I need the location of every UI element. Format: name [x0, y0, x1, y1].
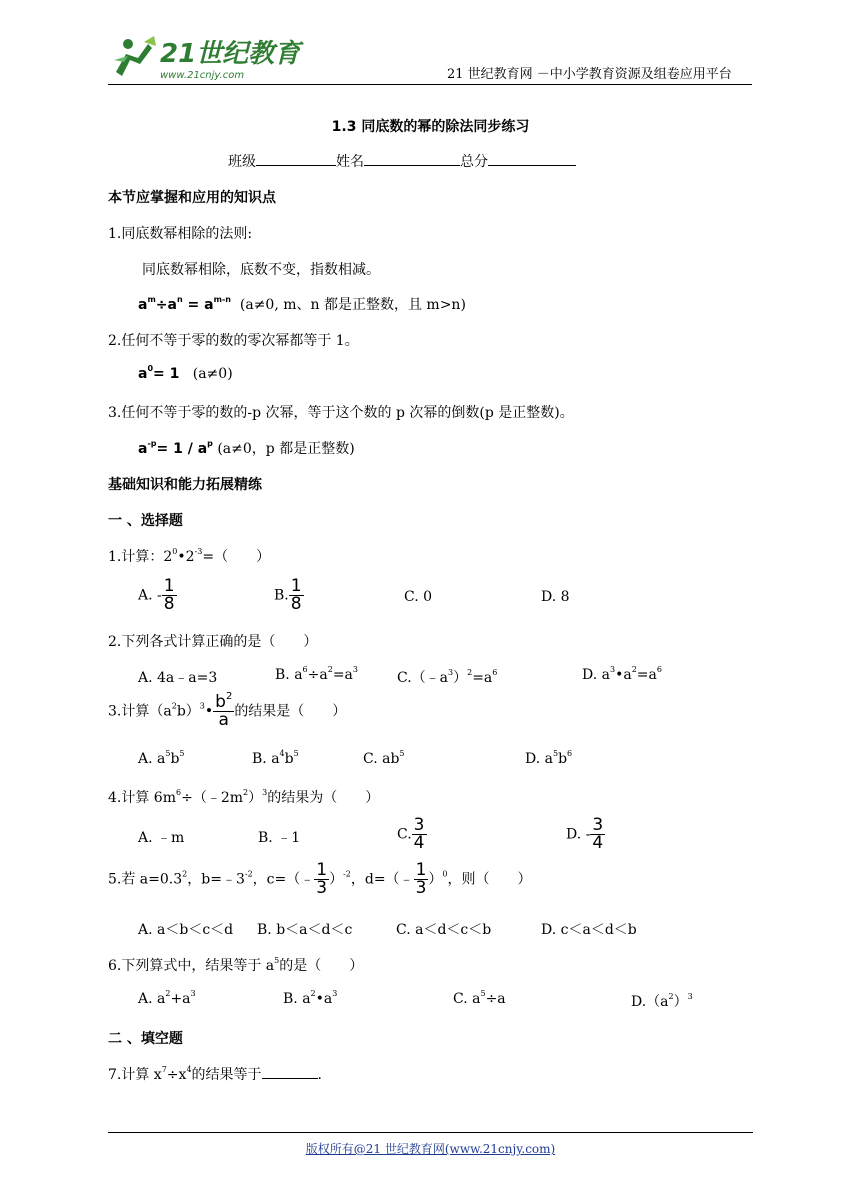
question-7-pre: 7.计算 x: [108, 1067, 162, 1083]
question-3: 3.计算$(a^2b)^3•$ $\frac{b^2}{a}$ 的结果是（ ）: [108, 691, 347, 730]
q5-option-c: C. a＜d＜c＜b: [396, 922, 492, 938]
q3-option-b: B. $a^4b^5$: [252, 749, 299, 767]
q1-option-c: C. 0: [404, 589, 433, 605]
question-1: 1.计算：$2^0•2^{-3}=$（ ）: [108, 547, 271, 565]
q1-option-d: D. 8: [541, 589, 570, 605]
class-blank: [256, 151, 336, 166]
answer-blank[interactable]: [262, 1064, 318, 1079]
knowledge-2-cond: (a≠0): [192, 366, 233, 382]
question-6-post: 的是（ ）: [279, 958, 364, 974]
knowledge-1-cond: (a≠0, m、n 都是正整数，且 m>n): [239, 297, 466, 313]
knowledge-2: 2.任何不等于零的数的零次幂都等于 1。: [108, 333, 359, 349]
footer-divider: [108, 1132, 753, 1133]
q6-option-c: C. $a^5\div a$: [453, 989, 506, 1007]
q6-option-a: A. $a^2+a^3$: [138, 989, 196, 1007]
question-5: 5.若 $a=0.3^2$，$b=﹣3^{-2}$，c=（﹣ $\frac{1}{3}$ ）$^{-2}$，d=（﹣ $\frac{1}{3}$ ）$^0$，则（ ）: [108, 860, 532, 898]
q5-option-a: A. a＜b＜c＜d: [138, 922, 234, 938]
site-title: 21 世纪教育网 －中小学教育资源及组卷应用平台: [447, 67, 732, 82]
page-title: 1.3 同底数的幂的除法同步练习: [331, 119, 530, 135]
question-7: 7.计算 $x^7\div x^4$的结果等于 .: [108, 1065, 322, 1083]
info-line: [228, 151, 576, 171]
question-2: 2.下列各式计算正确的是（ ）: [108, 634, 318, 650]
score-label: 总分: [460, 154, 488, 170]
knowledge-1-formula: $a^m\div a^n = a^{m-n}$ (a≠0, m、n 都是正整数，且 m>n): [138, 295, 466, 313]
class-label: 班级: [228, 154, 256, 170]
footer-copyright-link[interactable]: 版权所有@21 世纪教育网(www.21cnjy.com): [305, 1142, 556, 1156]
question-4: 4.计算 $6m^6\div(﹣2m^2)^3$的结果为（ ）: [108, 788, 380, 806]
question-6-pre: 6.下列算式中，结果等于 a: [108, 958, 275, 974]
knowledge-3-formula: $a^{-p}= 1 / a^p$ (a≠0，p 都是正整数): [138, 439, 355, 457]
knowledge-1-rule: 同底数幂相除，底数不变，指数相减。: [142, 262, 380, 278]
question-3-pre: 3.计算（a: [108, 703, 172, 720]
q5-option-b: B. b＜a＜d＜c: [257, 922, 353, 938]
q6-option-d: $D.(a^2)^3$: [631, 992, 693, 1010]
knowledge-3-cond: (a≠0，p 都是正整数): [217, 441, 355, 457]
site-logo: [108, 32, 301, 84]
question-5-post: ，则（ ）: [447, 871, 532, 888]
section-practice: 基础知识和能力拓展精练: [108, 477, 262, 493]
q2-option-d: D. $a^3•a^2=a^6$: [582, 665, 662, 683]
question-3-post: 的结果是（ ）: [234, 703, 347, 720]
question-6: 6.下列算式中，结果等于 $a^5$的是（ ）: [108, 956, 364, 974]
question-1-text: 1.计算：: [108, 549, 164, 565]
header-divider: [108, 84, 752, 85]
q3-option-d: D. $a^5b^6$: [525, 749, 573, 767]
question-4-pre: 4.计算 6m: [108, 790, 176, 806]
knowledge-2-formula: $a^0= 1$ (a≠0): [138, 364, 233, 382]
q5-option-d: D. c＜a＜d＜b: [541, 922, 637, 938]
q3-option-c: C. $ab^5$: [363, 749, 405, 767]
q2-option-c: $C.(﹣a^3)^2=a^6$: [397, 668, 498, 686]
q4-option-d: D. - $\frac{3}{4}$: [566, 815, 604, 853]
name-label: 姓名: [336, 154, 364, 170]
q4-option-b: B. ﹣1: [258, 830, 301, 846]
knowledge-1: 1.同底数幂相除的法则:: [108, 226, 253, 242]
q2-option-a: A. 4a﹣a=3: [138, 670, 218, 686]
q6-option-b: B. $a^2•a^3$: [283, 989, 338, 1007]
q1-option-b: B. $\frac{1}{8}$: [274, 576, 302, 614]
knowledge-3: 3.任何不等于零的数的-p 次幂，等于这个数的 p 次幂的倒数(p 是正整数)。: [108, 405, 574, 421]
q4-option-c: C. $\frac{3}{4}$: [397, 815, 425, 853]
section-choice: 一 、选择题: [108, 513, 183, 529]
name-blank: [364, 151, 460, 166]
section-knowledge: 本节应掌握和应用的知识点: [108, 190, 276, 206]
question-7-post: 的结果等于: [191, 1067, 262, 1083]
logo-text: 21世纪教育: [160, 39, 301, 69]
section-fill: 二 、填空题: [108, 1031, 183, 1047]
q3-option-a: A. $a^5b^5$: [138, 749, 185, 767]
logo-url: www.21cnjy.com: [160, 70, 245, 81]
question-5-pre: 5.若 a=0.3: [108, 871, 183, 888]
question-4-post: 的结果为（ ）: [267, 790, 380, 806]
q4-option-a: A. ﹣m: [138, 830, 185, 846]
score-blank: [488, 151, 576, 166]
q2-option-b: B. $a^6\div a^2=a^3$: [275, 665, 358, 683]
q1-option-a: A. - $\frac{1}{8}$: [138, 576, 175, 614]
